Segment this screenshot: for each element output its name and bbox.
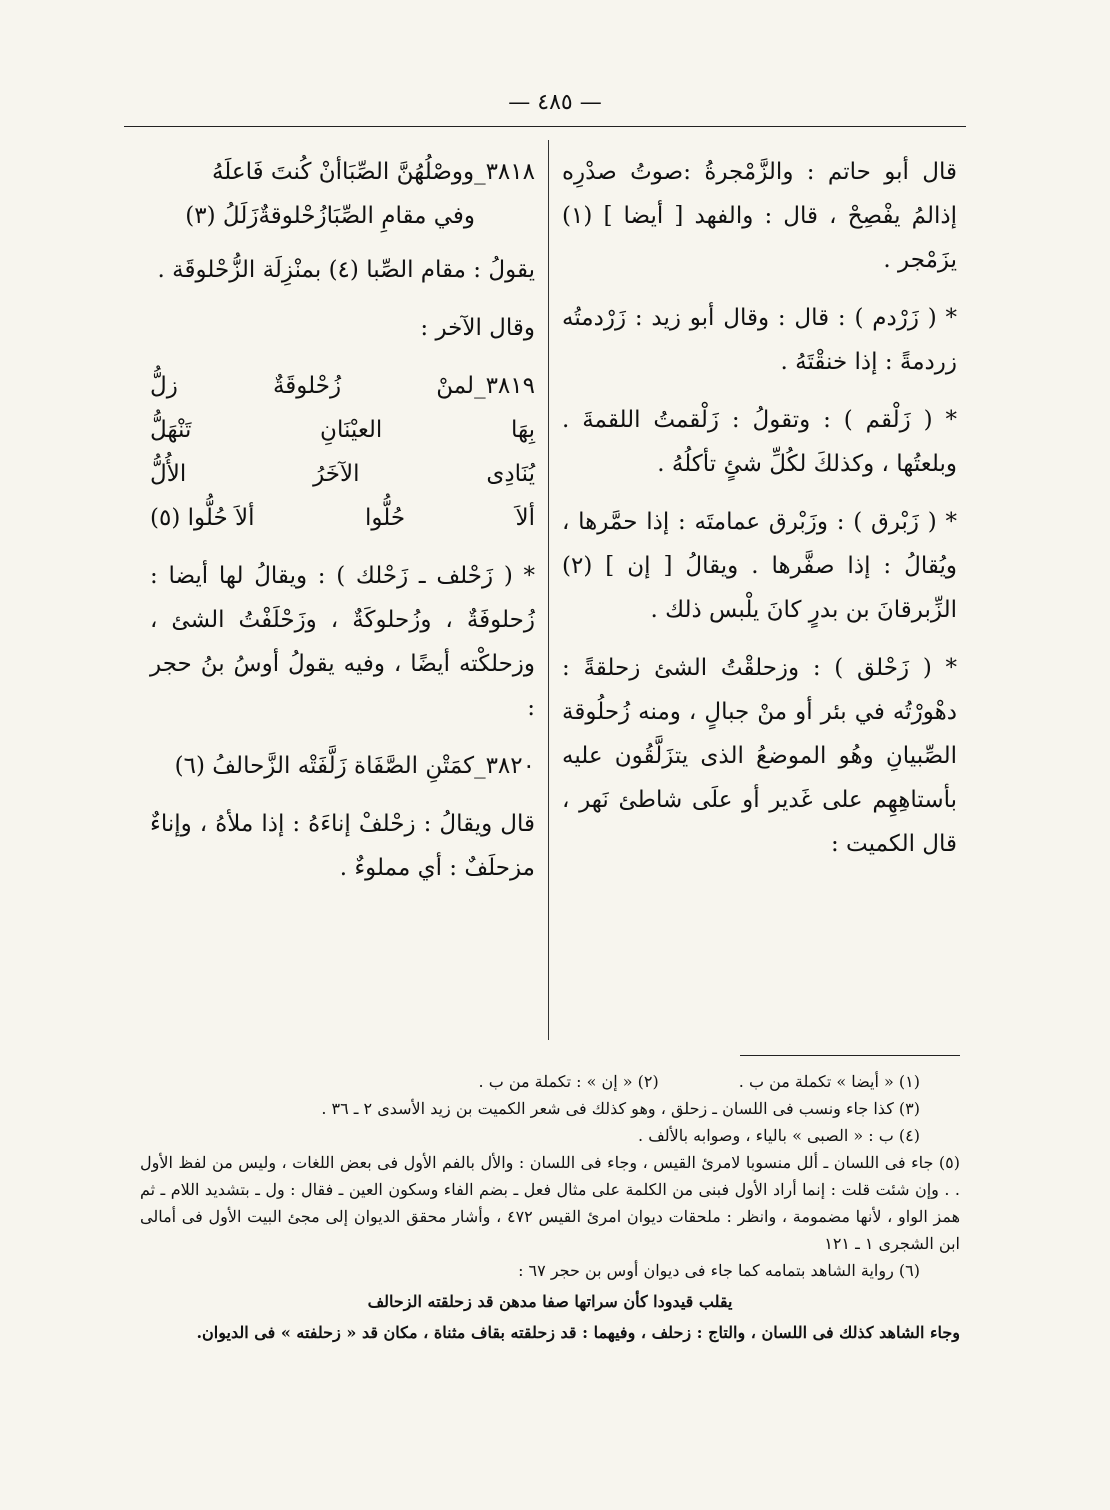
footnote-2: (٢) « إن » : تكملة من ب .: [478, 1072, 659, 1091]
footnotes: [140, 1068, 960, 1346]
footnote-5: (٥) جاء فى اللسان ـ ألل منسوبا لامرئ القيس ، وجاء فى اللسان : والأل بالفم الأول فى بعض اللغات ، وليس من لفظ الأول . . وإن شئت قلت : إنما أراد الأول فبنى من الكلمة على مثال فعل ـ بضم الفاء وسكون العين ـ فقال : ول ـ بتشديد اللام ـ ثم همز الواو ، لأنها مضمومة ، وانظر : ملحقات ديوان امرئ القيس ٤٧٢ ، وأشار محقق الديوان إلى مجئ البيت الأول فى أمالى ابن الشجرى ١ ـ ١٢١: [140, 1153, 961, 1253]
verse-3818-line1: ٣٨١٨_ووصْلُهُنَّ الصِّبَاأنْ كُنتَ فَاعلَهُ: [211, 159, 535, 185]
poem-word: العيْنَانِ: [320, 417, 383, 443]
page-number: — ٤٨٥ —: [508, 90, 602, 115]
poem-row: [150, 452, 535, 496]
footnote-6: (٦) رواية الشاهد بتمامه كما جاء فى ديوان أوس بن حجر ٦٧ :: [518, 1261, 920, 1280]
poem-word: تَنْهَلُّ: [150, 417, 192, 443]
paragraph-explain: يقولُ : مقام الصِّبا (٤) بمنْزِلَة الزُّحْلوقَة .: [157, 257, 535, 283]
footnote-rule: [740, 1055, 960, 1056]
entry-zahlaq: * ( زَحْلق ) : وزحلقْتُ الشئ زحلقةً : دهْورْتُه في بئر أو منْ جبالٍ ، ومنه زُحلُوقة الصِّبيانِ وهُو الموضعُ الذى يتزَلَّقُون عليه بأستاهِهِم على غَدير أو علَى شاطئ نَهر ، قال الكميت :: [562, 655, 957, 857]
paragraph-final: قال ويقالُ : زحْلفْ إناءَهُ : إذا ملأهُ ، وإناءٌ مزحلَفٌ : أي مملوءٌ .: [150, 811, 535, 881]
entry-zardam: * ( زَرْدم ) : قال : وقال أبو زيد : زَرْدمتُه زردمةً : إذا خنقْتَهُ .: [562, 305, 957, 375]
entry-zahlaf: * ( زَحْلف ـ زَحْلك ) : ويقالُ لها أيضا : زُحلوفَةٌ ، وزُحلوكَةٌ ، وزَحْلَفْتُ الشئ ، وزحلكْته أيضًا ، وفيه يقولُ أوسُ بنُ حجر :: [150, 563, 535, 721]
poem-word: بِهَا: [510, 417, 535, 443]
verse-3818: [150, 150, 535, 238]
entry-zalqam: * ( زَلْقم ) : وتقولُ : زَلْقمتُ اللقمةَ . وبلعتُها ، وكذلكَ لكُلِّ شئٍ تأكلُهُ .: [562, 407, 957, 477]
poem-word: يُنَادِى: [486, 461, 535, 487]
footnote-1: (١) « أيضا » تكملة من ب .: [738, 1072, 920, 1091]
paragraph-zamjara: قال أبو حاتم : والزَّمْجرةُ :صوتُ صدْرِه إذالمُ يفْصِحْ ، قال : والفهد [ أيضا ] (١) يزَمْجر .: [562, 159, 957, 273]
entry-zabraq: * ( زَبْرق ) : وزَبْرق عمامتَه : إذا حمَّرها ، ويُقالُ : إذا صفَّرها . ويقالُ [ إن ] (٢) الزِّبرقانَ بن بدرٍ كانَ يلْبس ذلك .: [562, 509, 957, 623]
footnote-4: (٤) ب : « الصبى » بالياء ، وصوابه بالألف .: [638, 1126, 920, 1145]
right-column: [562, 150, 957, 880]
verse-3818-line2: وفي مقامِ الصِّبَازُحْلوقةٌزَلَلُ (٣): [185, 203, 475, 229]
poem-word: الآخَرُ: [313, 461, 360, 487]
poem-word: الأُلُّ: [150, 461, 187, 487]
footnote-3: (٣) كذا جاء ونسب فى اللسان ـ زحلق ، وهو كذلك فى شعر الكميت بن زيد الأسدى ٢ ـ ٣٦ .: [321, 1099, 920, 1118]
poem-word: ٣٨١٩_لمنْ: [436, 373, 535, 399]
footnote-6-verse: يقلب قيدودا كأن سراتها صفا مدهن قد زحلقته الزحالف: [367, 1292, 733, 1311]
poem-word: زُحْلوقَةٌ: [272, 373, 342, 399]
poem-row: [150, 496, 535, 540]
paragraph-other-poet: وقال الآخر :: [420, 315, 535, 341]
verse-3820: ٣٨٢٠_كمَتْنِ الصَّفَاة زَلَّفَتْه الزَّحالفُ (٦): [174, 753, 535, 779]
poem-row: [150, 408, 535, 452]
poem-row: [150, 364, 535, 408]
poem-word: زلُّ: [150, 373, 178, 399]
left-column: [150, 150, 535, 904]
poem-word: ألاَ حُلُّوا (٥): [150, 505, 255, 531]
footnote-row-1-2: [140, 1068, 960, 1095]
poem-3819: [150, 364, 535, 540]
top-rule: [124, 126, 966, 127]
footnote-6-note: وجاء الشاهد كذلك فى اللسان ، والتاج : زحلف ، وفيهما : قد زحلقته بقاف مثناة ، مكان قد « زحلفته » فى الديوان.: [196, 1323, 960, 1342]
poem-word: ألاَ: [515, 505, 535, 531]
column-divider: [548, 140, 549, 1040]
poem-word: حُلُّوا: [364, 505, 406, 531]
